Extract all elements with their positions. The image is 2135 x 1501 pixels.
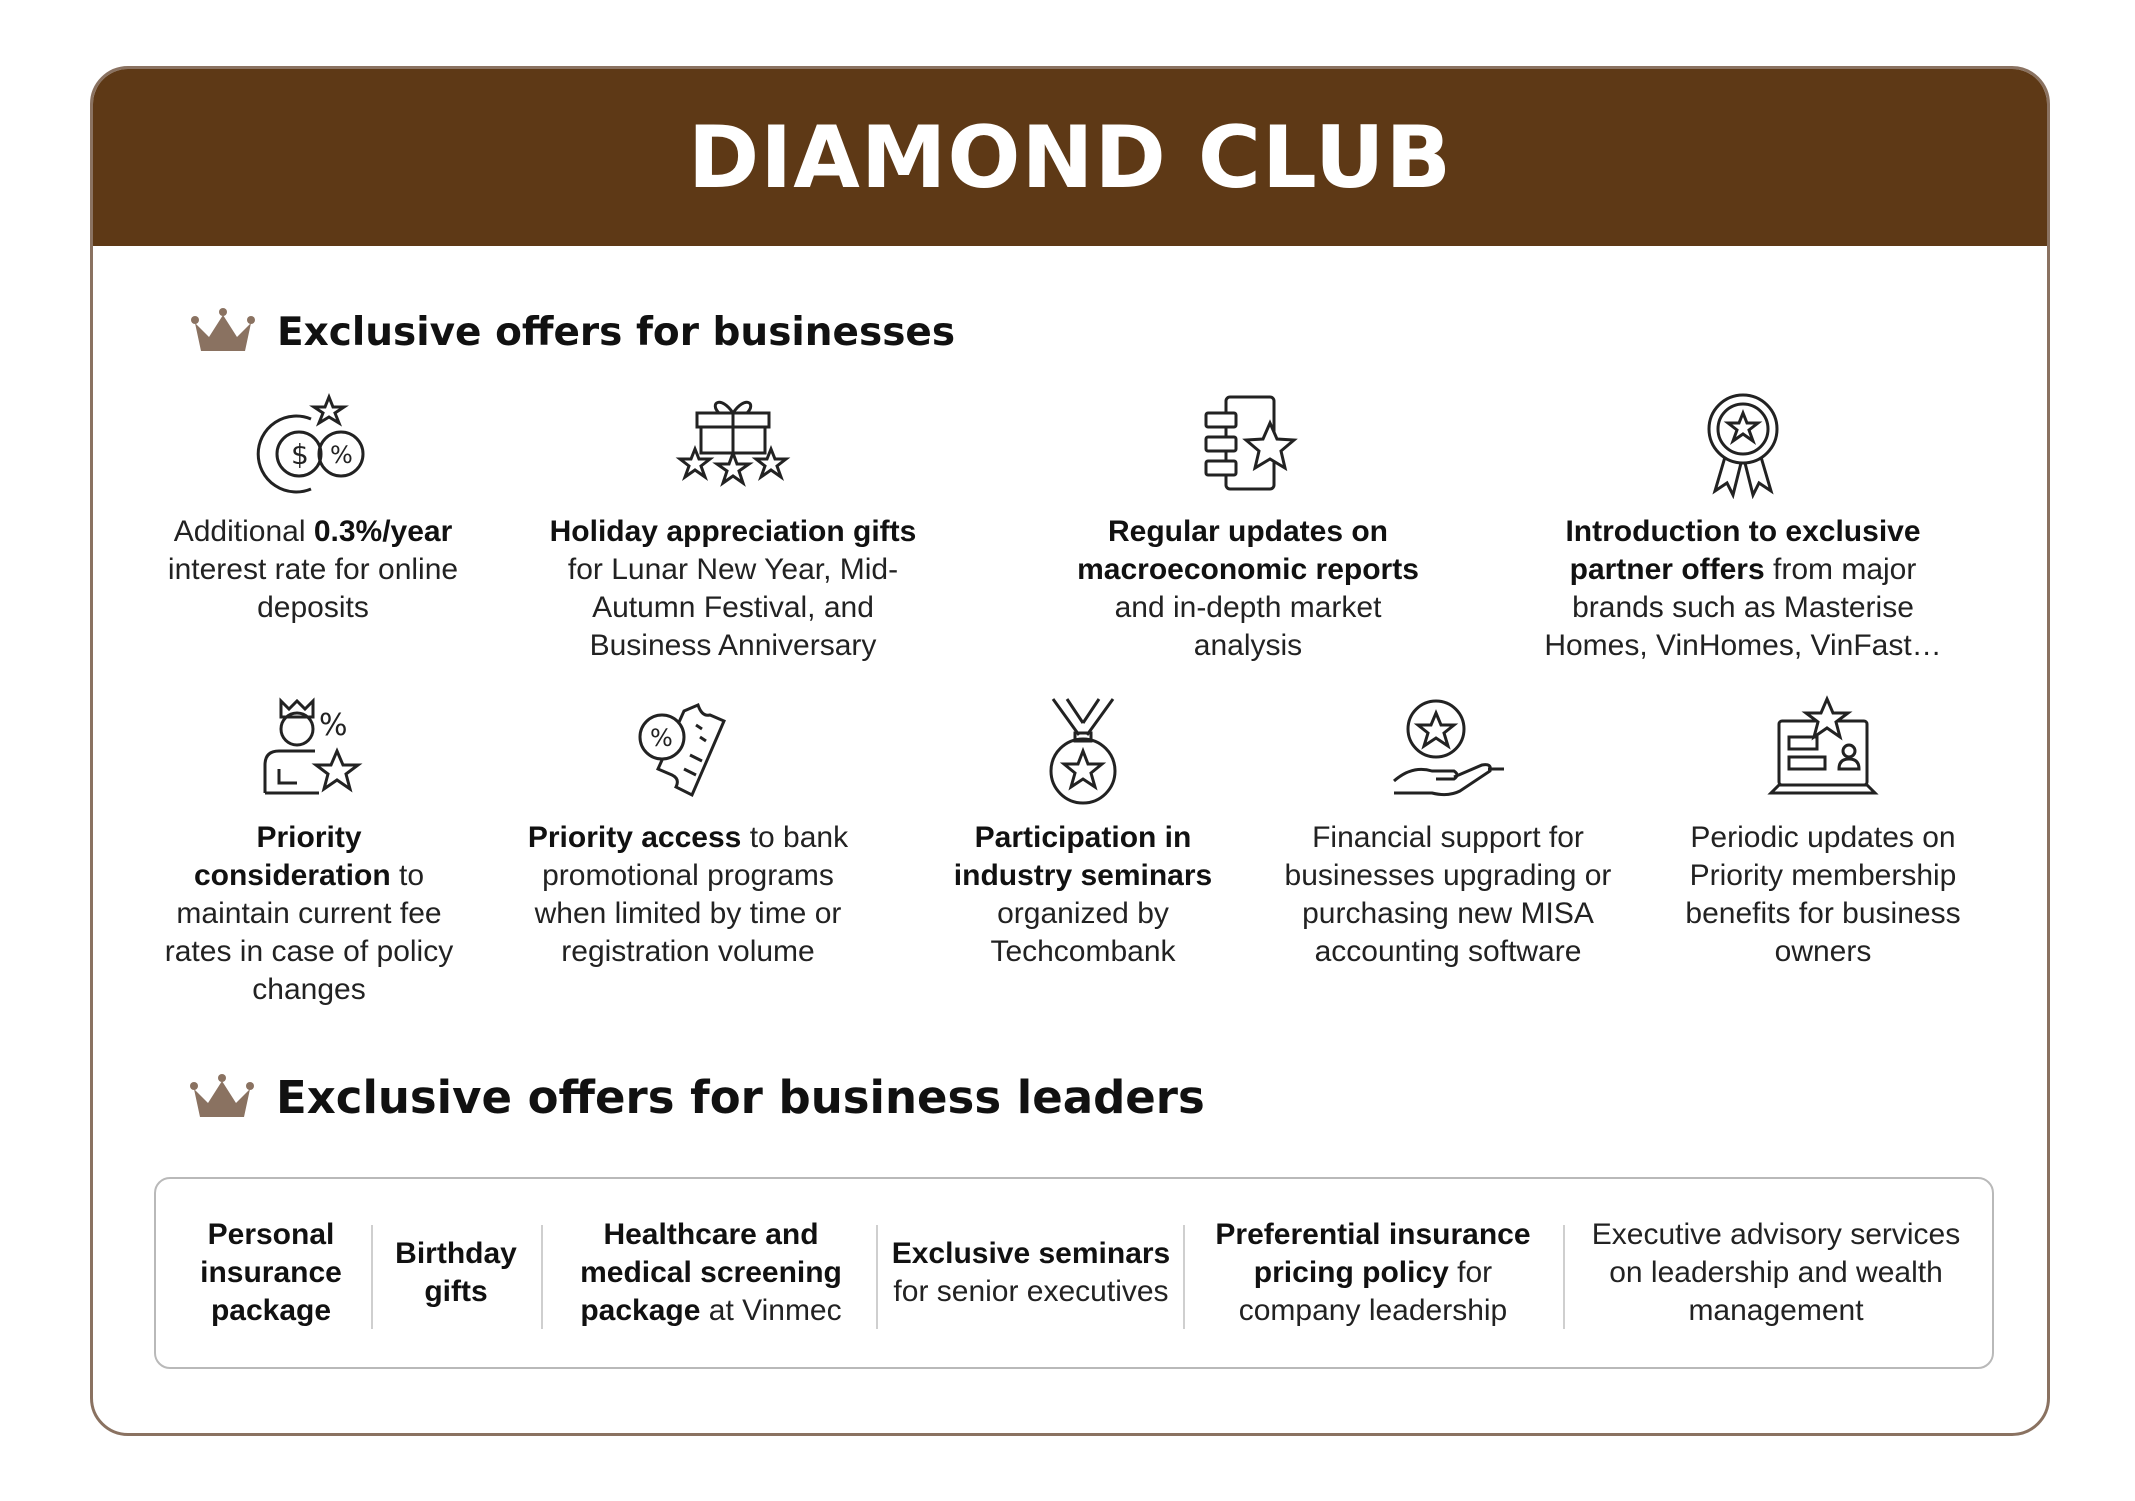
svg-text:$: $	[291, 438, 309, 471]
benefit-partner-offers	[1533, 389, 1953, 665]
benefit-membership-updates	[1673, 695, 1973, 971]
divider	[1563, 1225, 1565, 1329]
divider	[541, 1225, 543, 1329]
leader-offer-advisory: Executive advisory services on leadership and wealth management	[1591, 1218, 1961, 1327]
svg-text:%: %	[330, 441, 353, 469]
leader-offer-insurance-pricing: Preferential insurance pricing policy for company leadership	[1215, 1218, 1531, 1327]
gift-stars-icon	[673, 389, 793, 499]
section-businesses-title: Exclusive offers for businesses	[277, 309, 956, 355]
benefit-holiday-gifts	[533, 389, 933, 665]
benefit-text: Periodic updates on Priority membership benefits for business owners	[1685, 821, 1961, 968]
coin-percent-star-icon	[253, 389, 373, 499]
svg-text:%: %	[650, 724, 673, 752]
benefit-interest-rate	[153, 389, 473, 627]
priority-person-icon	[249, 695, 369, 805]
divider	[876, 1225, 878, 1329]
divider	[1183, 1225, 1185, 1329]
benefit-priority-consideration	[159, 695, 459, 1009]
leader-offer-insurance: Personal insurance package	[200, 1218, 342, 1327]
page-title: DIAMOND CLUB	[687, 107, 1453, 208]
crown-icon	[191, 307, 255, 357]
benefit-priority-access	[503, 695, 873, 971]
benefit-text: Introduction to exclusive partner offers from major brands such as Masterise Homes, VinHomes, VinFast…	[1544, 515, 1942, 662]
benefit-industry-seminars	[943, 695, 1223, 971]
benefit-misa-support	[1273, 695, 1623, 971]
benefit-text: Financial support for businesses upgrading or purchasing new MISA accounting software	[1284, 821, 1612, 968]
leaders-offers-box	[154, 1177, 1994, 1369]
leader-offer-birthday: Birthday gifts	[395, 1237, 517, 1308]
benefit-text: Additional 0.3%/year interest rate for online deposits	[167, 515, 459, 624]
leader-offer-healthcare: Healthcare and medical screening package at Vinmec	[580, 1218, 842, 1327]
medal-icon	[1023, 695, 1143, 805]
report-star-icon	[1188, 389, 1308, 499]
section-businesses-heading	[191, 307, 955, 357]
divider	[371, 1225, 373, 1329]
promo-ticket-icon	[628, 695, 748, 805]
hand-star-icon	[1388, 695, 1508, 805]
benefit-text: Participation in industry seminars organized by Techcombank	[953, 821, 1213, 968]
laptop-star-icon	[1763, 695, 1883, 805]
leader-offer-seminars: Exclusive seminars for senior executives	[891, 1237, 1171, 1308]
section-leaders-title: Exclusive offers for business leaders	[276, 1071, 1205, 1124]
benefit-text: Priority consideration to maintain current fee rates in case of policy changes	[164, 821, 454, 1006]
section-leaders-heading	[190, 1071, 1205, 1124]
crown-icon	[190, 1073, 254, 1123]
svg-text:%: %	[319, 708, 348, 743]
title-banner	[93, 69, 2047, 246]
diamond-club-card	[90, 66, 2050, 1436]
benefit-macro-reports	[1063, 389, 1433, 665]
award-badge-icon	[1683, 389, 1803, 499]
benefit-text: Regular updates on macroeconomic reports and in-depth market analysis	[1077, 515, 1419, 662]
benefit-text: Priority access to bank promotional programs when limited by time or registration volume	[527, 821, 849, 968]
benefit-text: Holiday appreciation gifts for Lunar New Year, Mid-Autumn Festival, and Business Anniversary	[549, 515, 917, 662]
